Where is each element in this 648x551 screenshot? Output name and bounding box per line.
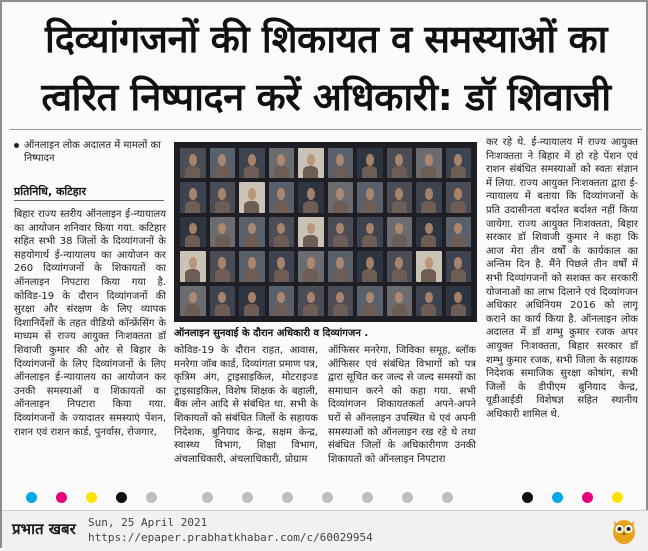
magenta-registration-dot (56, 492, 67, 503)
highlight-text: ऑनलाइन लोक अदालत में मामलों का निष्पादन (24, 140, 161, 164)
footer-meta (88, 515, 373, 545)
black-registration-dot (116, 492, 127, 503)
photo-caption: ऑनलाइन सुनवाई के दौरान अधिकारी व दिव्यांगजन . (174, 328, 369, 339)
yellow-registration-dot (612, 492, 623, 503)
headline-divider (10, 129, 642, 130)
headline-line-1: दिव्यांगजनों की शिकायत व समस्याओं का (44, 17, 608, 61)
grey-registration-dot (282, 492, 293, 503)
grey-registration-dot (146, 492, 157, 503)
grey-registration-dot (202, 492, 213, 503)
epaper-url[interactable]: https://epaper.prabhatkhabar.com/c/60029954 (88, 531, 373, 544)
epaper-footer (2, 510, 648, 551)
cyan-registration-dot (26, 492, 37, 503)
grey-registration-dot (362, 492, 373, 503)
headline (6, 10, 646, 126)
cyan-registration-dot (552, 492, 563, 503)
magenta-registration-dot (582, 492, 593, 503)
headline-line-2: त्वरित निष्पादन करें अधिकारी: डॉ शिवाजी (41, 75, 611, 119)
article-column-3: ऑफिसर मनरेगा, जिविका समूह, ब्लॉक ऑफिसर एवं संबंधित विभागों को पत्र द्वारा सूचित कर जल्द से जल्द समस्यों का समाधान करने को कहा गया. सभी दिव्यांगजन शिकायतकर्ता अपने-अपने घरों से ऑनलाइन उपस्थित थे एवं अपनी समस्याओं को ऑनलाइन रख रहे थे तथा संबंधित जिलों के अधिकारीगण उनकी शिकायतों को ऑनलाइन निपटारा (328, 345, 476, 465)
yellow-registration-dot (86, 492, 97, 503)
black-registration-dot (522, 492, 533, 503)
grey-registration-dot (242, 492, 253, 503)
participant-grid (180, 148, 471, 316)
article-column-1: बिहार राज्य स्तरीय ऑनलाइन ई-न्यायालय का आयोजन शनिवार किया गया. कटिहार सहित सभी 38 जिलों के दिव्यांगजनों के सहयोगार्थ ई-न्यायालय का आयोजन कर 260 दिव्यांगजनों के शिकायतों का ऑनलाइन निपटारा किया गया है. कोविड-19 के दौरान दिव्यांगजनों की सुरक्षा और संरक्षण के लिए व्यापक दिशानिर्देशों के तहत वीडियो कॉन्फ्रेंसिंग के माध्यम से राज्य आयुक्त निःशक्तता डॉ शिवाजी कुमार की ओर से बिहार के दिव्यांगजनों के लिए दिव्यांगजनों के लिए ऑनलाइन ई-न्यायालय का आयोजन कर उनकी समस्याओं व शिकायतों का ऑनलाइन निपटारा किया गया. दिव्यांगजनों के ज्यादातर समस्याएं पेंशन, राशन एवं राशन कार्ड, पुनर्वास, रोजगार, (14, 209, 166, 438)
grey-registration-dot (322, 492, 333, 503)
article-column-2: कोविड-19 के दौरान राहत, आवास, मनरेगा जॉब कार्ड, दिव्यांगता प्रमाण पत्र, कृत्रिम अंग, ट्राइसाइकिल, मोटराइज्ड ट्राइसाइकिल, विशेष शिक्षक के बहाली, बैंक लोन आदि से संबंधित था. सभी के शिकायतों को संबंधित जिलों के सहायक निदेशक, बुनियाद केन्द्र, सक्षम केन्द्र, स्वास्थ्य विभाग, शिक्षा विभाग, अंचलाधिकारी, अंचलाधिकारी, प्रोग्राम (174, 345, 318, 465)
prabhat-khabar-logo[interactable]: प्रभात खबर (12, 520, 76, 538)
owl-icon (610, 515, 638, 545)
video-conference-photo (174, 142, 477, 322)
edition-date: Sun, 25 April 2021 (88, 516, 208, 529)
article-column-4: कर रहे थे. ई-न्यायालय में राज्य आयुक्त निःशक्तता ने बिहार में हो रहे पेंशन एवं राशन संबंधित समस्याओं को स्वतः संज्ञान में लिया. राज्य आयुक्त निःशक्तता द्वारा ई-न्यायालय में बताया कि दिव्यांगजनों के प्रति उदासीनता बर्दाश्त बर्दाश्त नहीं किया जायेगा. राज्य आयुक्त निःशक्तता, बिहार सरकार डॉ शिवाजी कुमार ने कहा कि आज मेरा तीन वर्षों के कार्यकाल का अन्तिम दिन है. मैंने पिछले तीन वर्षों में सभी दिव्यांगजनों को सशक्त कर सरकारी योजनाओं का लाभ दिलाने एवं दिव्यांगजन अधिकार अधिनियम 2016 को लागू कराने का कार्य किया है. ऑनलाइन लोक अदालत में डॉ शम्भु कुमार रजक अपर आयुक्त निःशक्तता, बिहार सरकार डॉ शम्भु कुमार रजक, सभी जिला के सहायक निदेशक समाजिक सुरक्षा कोषांग, सभी जिलों के डीपीएम बुनियाद केन्द्र, यूडीआईडी विशेषज्ञ सहित स्थानीय अधिकारी शामिल थे. (486, 137, 638, 420)
dateline-rule (14, 200, 164, 201)
highlight-box (14, 139, 164, 165)
grey-registration-dot (442, 492, 453, 503)
dateline: प्रतिनिधि, कटिहार (14, 185, 86, 198)
grey-registration-dot (402, 492, 413, 503)
print-registration-bar (2, 486, 648, 508)
